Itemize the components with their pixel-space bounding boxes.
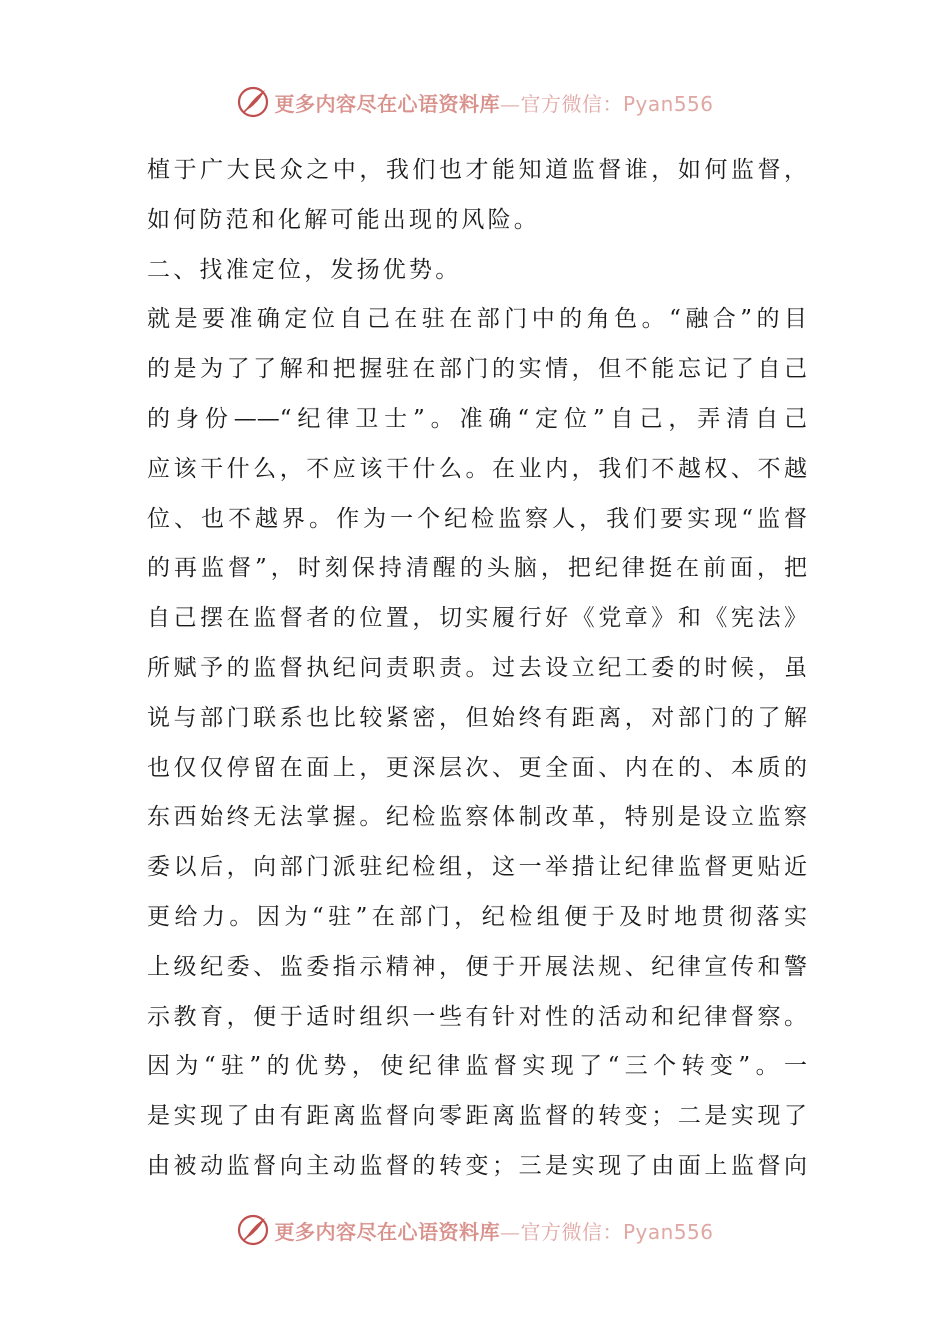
footer-wechat-label: 官方微信：: [520, 1219, 623, 1244]
header-dash: —: [499, 91, 521, 116]
header-banner-text: [274, 88, 713, 117]
text-line: 由被动监督向主动监督的转变；三是实现了由面上监督向: [147, 1152, 807, 1179]
text-line: 示教育，便于适时组织一些有针对性的活动和纪律督察。: [147, 1003, 807, 1030]
footer-dash: —: [499, 1219, 521, 1244]
footer-wechat-id: Pyan556: [622, 1219, 714, 1244]
text-line: 应该干什么，不应该干什么。在业内，我们不越权、不越: [147, 455, 807, 482]
text-line: 是实现了由有距离监督向零距离监督的转变；二是实现了: [147, 1103, 807, 1130]
text-line: 更给力。因为“驻”在部门，纪检组便于及时地贯彻落实: [147, 903, 807, 930]
text-line: 就是要准确定位自己在驻在部门中的角色。“融合”的目: [147, 306, 807, 333]
text-line: 位、也不越界。作为一个纪检监察人，我们要实现“监督: [147, 505, 807, 532]
text-line: 如何防范和化解可能出现的风险。: [147, 206, 540, 233]
header-site-text: 更多内容尽在心语资料库: [274, 91, 500, 116]
quill-logo-icon: [236, 1213, 270, 1247]
header-wechat-id: Pyan556: [622, 91, 714, 116]
text-line: 上级纪委、监委指示精神，便于开展法规、纪律宣传和警: [147, 953, 807, 980]
section-heading: 二、找准定位，发扬优势。: [147, 256, 462, 283]
header-wechat-label: 官方微信：: [520, 91, 623, 116]
text-line: 自己摆在监督者的位置，切实履行好《党章》和《宪法》: [147, 605, 807, 632]
text-line: 的是为了了解和把握驻在部门的实情，但不能忘记了自己: [147, 356, 807, 383]
text-line: 说与部门联系也比较紧密，但始终有距离，对部门的了解: [147, 704, 807, 731]
quill-logo-icon: [236, 85, 270, 119]
footer-site-text: 更多内容尽在心语资料库: [274, 1219, 500, 1244]
text-line: 的再监督”，时刻保持清醒的头脑，把纪律挺在前面，把: [147, 555, 807, 582]
text-line: 因为“驻”的优势，使纪律监督实现了“三个转变”。一: [147, 1053, 807, 1080]
text-line: 东西始终无法掌握。纪检监察体制改革，特别是设立监察: [147, 804, 807, 831]
document-body: [147, 146, 807, 1192]
text-line: 委以后，向部门派驻纪检组，这一举措让纪律监督更贴近: [147, 854, 807, 881]
header-watermark-banner: [0, 82, 950, 122]
text-line: 所赋予的监督执纪问责职责。过去设立纪工委的时候，虽: [147, 654, 807, 681]
text-line: 的身份——“纪律卫士”。准确“定位”自己，弄清自己: [147, 405, 807, 432]
text-line: 植于广大民众之中，我们也才能知道监督谁，如何监督，: [147, 157, 807, 183]
footer-banner-text: [274, 1216, 713, 1245]
footer-watermark-banner: [0, 1210, 950, 1250]
text-line: 也仅仅停留在面上，更深层次、更全面、内在的、本质的: [147, 754, 807, 781]
